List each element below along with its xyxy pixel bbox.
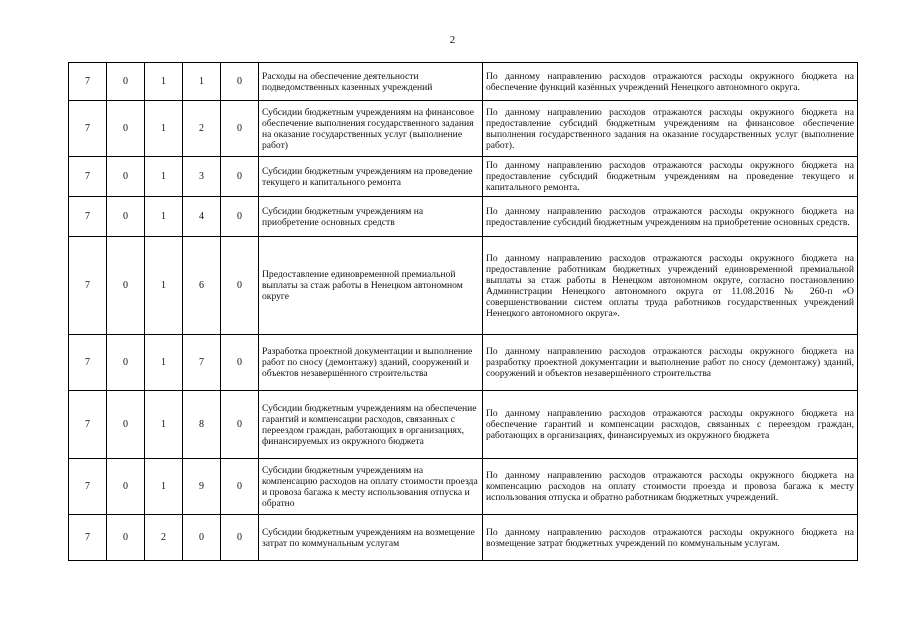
code-digit-5: 0 <box>221 391 259 459</box>
code-digit-2: 0 <box>107 335 145 391</box>
budget-codes-table <box>68 62 858 561</box>
expense-description: По данному направлению расходов отражаются расходы окружного бюджета на предоставление субсидий бюджетным учреждениям на проведение текущего и капитального ремонта. <box>483 157 858 197</box>
table-row <box>69 63 858 101</box>
code-digit-5: 0 <box>221 515 259 561</box>
expense-name: Разработка проектной документации и выполнение работ по сносу (демонтажу) зданий, сооружений и объектов незавершённого строительства <box>259 335 483 391</box>
expense-name: Субсидии бюджетным учреждениям на приобретение основных средств <box>259 197 483 237</box>
expense-name: Субсидии бюджетным учреждениям на финансовое обеспечение выполнения государственного задания на оказание государственных услуг (выполнение работ) <box>259 101 483 157</box>
code-digit-5: 0 <box>221 197 259 237</box>
expense-description: По данному направлению расходов отражаются расходы окружного бюджета на компенсацию расходов на оплату стоимости проезда и провоза багажа к месту использования отпуска и обратно работникам бюджетных учреждений. <box>483 459 858 515</box>
code-digit-2: 0 <box>107 197 145 237</box>
code-digit-3: 1 <box>145 237 183 335</box>
code-digit-4: 1 <box>183 63 221 101</box>
expense-name: Субсидии бюджетным учреждениям на обеспечение гарантий и компенсации расходов, связанных с переездом граждан, работающих в организациях, финансируемых из окружного бюджета <box>259 391 483 459</box>
code-digit-5: 0 <box>221 237 259 335</box>
code-digit-1: 7 <box>69 335 107 391</box>
code-digit-3: 1 <box>145 197 183 237</box>
table-row <box>69 101 858 157</box>
table-row <box>69 335 858 391</box>
code-digit-5: 0 <box>221 157 259 197</box>
code-digit-1: 7 <box>69 515 107 561</box>
code-digit-1: 7 <box>69 101 107 157</box>
expense-description: По данному направлению расходов отражаются расходы окружного бюджета на предоставление субсидий бюджетным учреждениям на финансовое обеспечение выполнения государственного задания на оказание государственных услуг (выполнение работ). <box>483 101 858 157</box>
code-digit-3: 2 <box>145 515 183 561</box>
code-digit-5: 0 <box>221 459 259 515</box>
code-digit-3: 1 <box>145 391 183 459</box>
code-digit-2: 0 <box>107 459 145 515</box>
code-digit-4: 8 <box>183 391 221 459</box>
expense-description: По данному направлению расходов отражаются расходы окружного бюджета на обеспечение функций казённых учреждений Ненецкого автономного округа. <box>483 63 858 101</box>
expense-description: По данному направлению расходов отражаются расходы окружного бюджета на предоставление субсидий бюджетным учреждениям на приобретение основных средств. <box>483 197 858 237</box>
code-digit-5: 0 <box>221 63 259 101</box>
table-row <box>69 391 858 459</box>
code-digit-3: 1 <box>145 157 183 197</box>
code-digit-4: 9 <box>183 459 221 515</box>
code-digit-2: 0 <box>107 515 145 561</box>
table-row <box>69 197 858 237</box>
code-digit-1: 7 <box>69 237 107 335</box>
code-digit-5: 0 <box>221 335 259 391</box>
code-digit-2: 0 <box>107 391 145 459</box>
page-number: 2 <box>449 34 456 46</box>
code-digit-2: 0 <box>107 101 145 157</box>
code-digit-5: 0 <box>221 101 259 157</box>
code-digit-2: 0 <box>107 63 145 101</box>
code-digit-1: 7 <box>69 459 107 515</box>
code-digit-4: 2 <box>183 101 221 157</box>
expense-description: По данному направлению расходов отражаются расходы окружного бюджета на возмещение затрат бюджетных учреждений по коммунальным услугам. <box>483 515 858 561</box>
code-digit-4: 3 <box>183 157 221 197</box>
code-digit-4: 0 <box>183 515 221 561</box>
expense-name: Субсидии бюджетным учреждениям на компенсацию расходов на оплату стоимости проезда и провоза багажа к месту использования отпуска и обратно <box>259 459 483 515</box>
table-body <box>69 63 858 561</box>
table-row <box>69 237 858 335</box>
table-row <box>69 515 858 561</box>
code-digit-1: 7 <box>69 63 107 101</box>
code-digit-1: 7 <box>69 157 107 197</box>
code-digit-3: 1 <box>145 459 183 515</box>
expense-description: По данному направлению расходов отражаются расходы окружного бюджета на обеспечение гарантий и компенсации расходов, связанных с переездом граждан, работающих в организациях, финансируемых из окружного бюджета <box>483 391 858 459</box>
expense-description: По данному направлению расходов отражаются расходы окружного бюджета на предоставление работникам бюджетных учреждений единовременной премиальной выплаты за стаж работы в Ненецком автономном округе, согласно постановлению Администрации Ненецкого автономного округа от 11.08.2016 № 260-п «О совершенствовании систем оплаты труда работников государственных учреждений Ненецкого автономного округа». <box>483 237 858 335</box>
code-digit-4: 6 <box>183 237 221 335</box>
code-digit-4: 7 <box>183 335 221 391</box>
code-digit-4: 4 <box>183 197 221 237</box>
code-digit-1: 7 <box>69 391 107 459</box>
expense-description: По данному направлению расходов отражаются расходы окружного бюджета на разработку проектной документации и выполнение работ по сносу (демонтажу) зданий, сооружений и объектов незавершённого строительства <box>483 335 858 391</box>
expense-name: Предоставление единовременной премиальной выплаты за стаж работы в Ненецком автономном округе <box>259 237 483 335</box>
code-digit-1: 7 <box>69 197 107 237</box>
code-digit-2: 0 <box>107 157 145 197</box>
code-digit-2: 0 <box>107 237 145 335</box>
expense-name: Субсидии бюджетным учреждениям на проведение текущего и капитального ремонта <box>259 157 483 197</box>
expense-name: Расходы на обеспечение деятельности подведомственных казенных учреждений <box>259 63 483 101</box>
table-row <box>69 157 858 197</box>
code-digit-3: 1 <box>145 101 183 157</box>
expense-name: Субсидии бюджетным учреждениям на возмещение затрат по коммунальным услугам <box>259 515 483 561</box>
table-row <box>69 459 858 515</box>
code-digit-3: 1 <box>145 335 183 391</box>
code-digit-3: 1 <box>145 63 183 101</box>
